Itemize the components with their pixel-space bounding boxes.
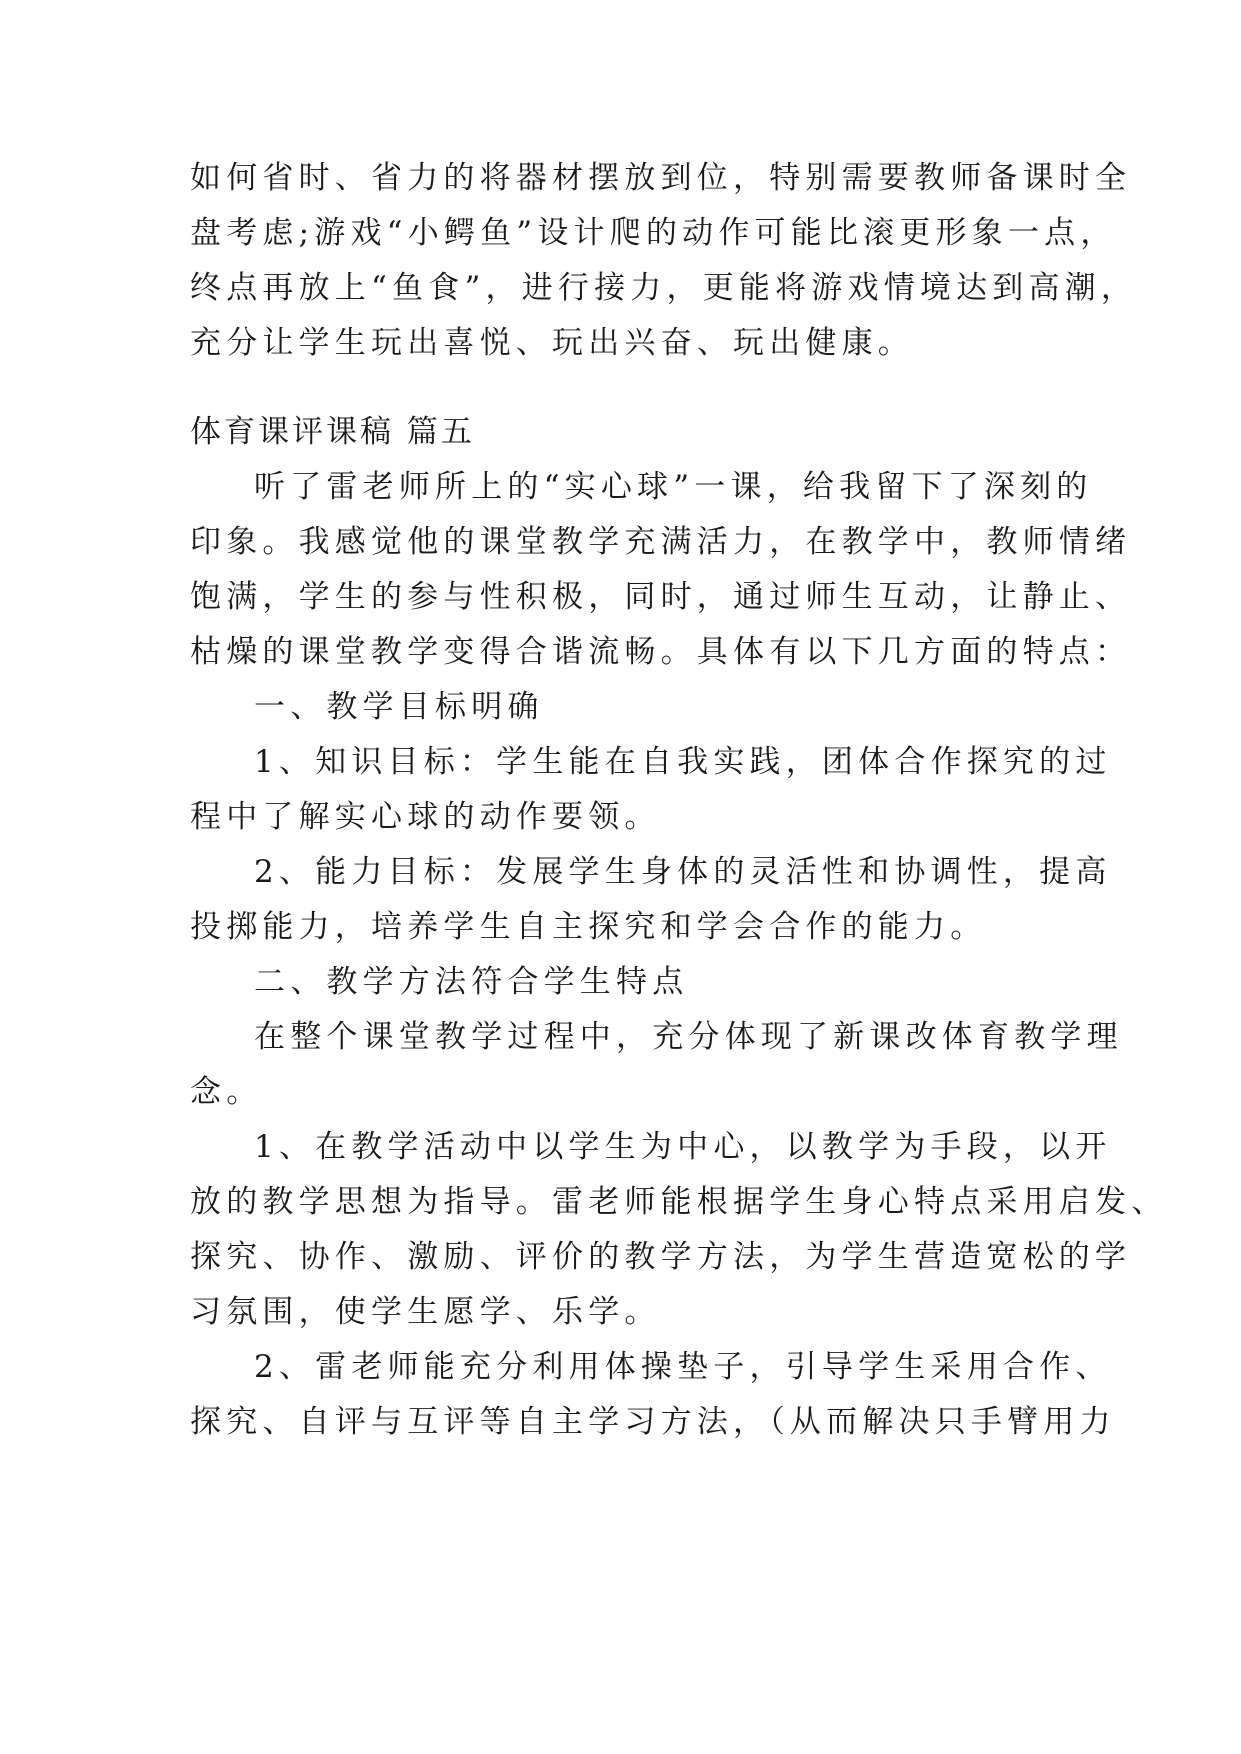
paragraph-line: 饱满，学生的参与性积极，同时，通过师生互动，让静止、 <box>190 579 1132 615</box>
paragraph-line: 探究、自评与互评等自主学习方法，（从而解决只手臂用力 <box>190 1404 1116 1440</box>
paragraph-line: 投掷能力，培养学生自主探究和学会合作的能力。 <box>190 909 987 945</box>
paragraph-line: 如何省时、省力的将器材摆放到位，特别需要教师备课时全 <box>190 160 1132 196</box>
paragraph-line: 听了雷老师所上的“实心球”一课，给我留下了深刻的 <box>254 469 1093 505</box>
section-heading: 体育课评课稿 篇五 <box>190 414 475 450</box>
subheading: 二、教学方法符合学生特点 <box>254 964 689 1000</box>
paragraph-line: 习氛围，使学生愿学、乐学。 <box>190 1294 661 1330</box>
paragraph-line: 程中了解实心球的动作要领。 <box>190 799 661 835</box>
paragraph-line: 在整个课堂教学过程中，充分体现了新课改体育教学理 <box>254 1019 1123 1055</box>
paragraph-line: 印象。我感觉他的课堂教学充满活力，在教学中，教师情绪 <box>190 524 1132 560</box>
paragraph-line: 2、雷老师能充分利用体操垫子，引导学生采用合作、 <box>254 1349 1112 1385</box>
paragraph-line: 充分让学生玩出喜悦、玩出兴奋、玩出健康。 <box>190 325 914 361</box>
paragraph-line: 终点再放上“鱼食”，进行接力，更能将游戏情境达到高潮， <box>190 270 1138 306</box>
paragraph-line: 盘考虑;游戏“小鳄鱼”设计爬的动作可能比滚更形象一点， <box>190 215 1117 251</box>
paragraph-line: 枯燥的课堂教学变得合谐流畅。具体有以下几方面的特点： <box>190 634 1132 670</box>
paragraph-line: 1、知识目标：学生能在自我实践，团体合作探究的过 <box>254 744 1112 780</box>
paragraph-line: 探究、协作、激励、评价的教学方法，为学生营造宽松的学 <box>190 1239 1132 1275</box>
paragraph-line: 1、在教学活动中以学生为中心，以教学为手段，以开 <box>254 1129 1112 1165</box>
paragraph-line: 念。 <box>190 1074 263 1110</box>
subheading: 一、教学目标明确 <box>254 689 544 725</box>
paragraph-line: 放的教学思想为指导。雷老师能根据学生身心特点采用启发、 <box>190 1184 1168 1220</box>
paragraph-line: 2、能力目标：发展学生身体的灵活性和协调性，提高 <box>254 854 1112 890</box>
